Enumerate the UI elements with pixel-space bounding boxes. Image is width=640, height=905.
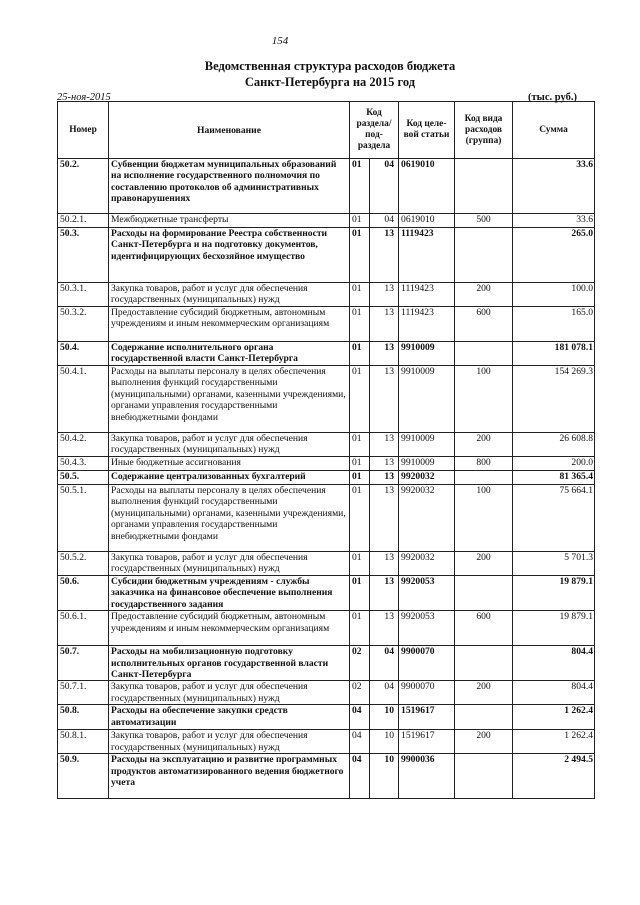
row-expense-type bbox=[455, 754, 513, 799]
table-row bbox=[58, 366, 595, 433]
row-number: 50.7. bbox=[58, 646, 109, 681]
row-number: 50.3. bbox=[58, 228, 109, 283]
header-article-code: Код целе-вой статьи bbox=[399, 102, 455, 159]
row-name: Межбюджетные трансферты bbox=[109, 214, 350, 228]
row-subsection: 13 bbox=[370, 228, 399, 283]
row-article: 9900070 bbox=[399, 681, 455, 705]
row-section: 02 bbox=[350, 646, 370, 681]
row-subsection: 13 bbox=[370, 471, 399, 485]
row-subsection: 04 bbox=[370, 214, 399, 228]
row-amount: 1 262.4 bbox=[513, 705, 595, 730]
row-subsection: 13 bbox=[370, 307, 399, 342]
row-amount: 5 701.3 bbox=[513, 552, 595, 576]
row-article: 9920053 bbox=[399, 611, 455, 646]
row-article: 1119423 bbox=[399, 307, 455, 342]
table-row bbox=[58, 433, 595, 457]
row-subsection: 04 bbox=[370, 159, 399, 214]
row-name: Расходы на формирование Реестра собственности Санкт-Петербурга и на подготовку документов, идентифицирующих бесхозяйное имущество bbox=[109, 228, 350, 283]
row-subsection: 13 bbox=[370, 457, 399, 471]
row-expense-type: 200 bbox=[455, 681, 513, 705]
row-article: 9910009 bbox=[399, 433, 455, 457]
table-row bbox=[58, 307, 595, 342]
row-number: 50.4.2. bbox=[58, 433, 109, 457]
row-name: Закупка товаров, работ и услуг для обеспечения государственных (муниципальных) нужд bbox=[109, 283, 350, 307]
title-line-2: Санкт-Петербурга на 2015 год bbox=[244, 75, 416, 89]
row-expense-type: 200 bbox=[455, 730, 513, 754]
row-amount: 19 879.1 bbox=[513, 576, 595, 611]
row-name: Субвенции бюджетам муниципальных образований на исполнение государственного полномочия по составлению протоколов об административных правонарушениях bbox=[109, 159, 350, 214]
row-number: 50.4. bbox=[58, 342, 109, 366]
row-amount: 804.4 bbox=[513, 681, 595, 705]
row-article: 9920032 bbox=[399, 485, 455, 552]
row-name: Расходы на выплаты персоналу в целях обеспечения выполнения функций государственными (муниципальными) органами, казенными учреждениями, органами управления государственными внебюджетными фондами bbox=[109, 485, 350, 552]
table-row bbox=[58, 485, 595, 552]
row-amount: 33.6 bbox=[513, 214, 595, 228]
row-expense-type: 200 bbox=[455, 433, 513, 457]
row-amount: 200.0 bbox=[513, 457, 595, 471]
table-row bbox=[58, 552, 595, 576]
row-section: 01 bbox=[350, 576, 370, 611]
row-expense-type bbox=[455, 159, 513, 214]
row-expense-type bbox=[455, 646, 513, 681]
row-number: 50.6.1. bbox=[58, 611, 109, 646]
row-amount: 33.6 bbox=[513, 159, 595, 214]
row-number: 50.4.3. bbox=[58, 457, 109, 471]
row-subsection: 04 bbox=[370, 646, 399, 681]
row-expense-type: 100 bbox=[455, 485, 513, 552]
header-amount: Сумма bbox=[513, 102, 595, 159]
row-expense-type: 200 bbox=[455, 283, 513, 307]
row-subsection: 13 bbox=[370, 433, 399, 457]
header-number: Номер bbox=[58, 102, 109, 159]
row-subsection: 13 bbox=[370, 283, 399, 307]
row-subsection: 13 bbox=[370, 611, 399, 646]
row-name: Закупка товаров, работ и услуг для обеспечения государственных (муниципальных) нужд bbox=[109, 730, 350, 754]
row-name: Предоставление субсидий бюджетным, автономным учреждениям и иным некоммерческим организациям bbox=[109, 611, 350, 646]
header-expense-type: Код вида расходов (группа) bbox=[455, 102, 513, 159]
document-date: 25-ноя-2015 bbox=[57, 92, 111, 103]
units-label: (тыс. руб.) bbox=[528, 92, 577, 103]
row-subsection: 13 bbox=[370, 342, 399, 366]
row-amount: 75 664.1 bbox=[513, 485, 595, 552]
row-article: 0619010 bbox=[399, 159, 455, 214]
row-section: 02 bbox=[350, 681, 370, 705]
row-amount: 154 269.3 bbox=[513, 366, 595, 433]
row-article: 9920032 bbox=[399, 471, 455, 485]
row-amount: 265.0 bbox=[513, 228, 595, 283]
row-amount: 26 608.8 bbox=[513, 433, 595, 457]
row-subsection: 10 bbox=[370, 730, 399, 754]
row-article: 9920053 bbox=[399, 576, 455, 611]
row-name: Субсидии бюджетным учреждениям - службы заказчика на финансовое обеспечение выполнения государственного задания bbox=[109, 576, 350, 611]
row-number: 50.3.2. bbox=[58, 307, 109, 342]
row-article: 1119423 bbox=[399, 228, 455, 283]
row-number: 50.8.1. bbox=[58, 730, 109, 754]
row-number: 50.5.2. bbox=[58, 552, 109, 576]
row-section: 01 bbox=[350, 342, 370, 366]
row-article: 9910009 bbox=[399, 342, 455, 366]
row-subsection: 13 bbox=[370, 576, 399, 611]
row-section: 01 bbox=[350, 159, 370, 214]
row-amount: 81 365.4 bbox=[513, 471, 595, 485]
row-subsection: 13 bbox=[370, 485, 399, 552]
row-name: Содержание исполнительного органа государственной власти Санкт-Петербурга bbox=[109, 342, 350, 366]
row-expense-type: 100 bbox=[455, 366, 513, 433]
row-expense-type bbox=[455, 228, 513, 283]
table-row bbox=[58, 214, 595, 228]
table-row bbox=[58, 342, 595, 366]
row-section: 01 bbox=[350, 471, 370, 485]
row-number: 50.5. bbox=[58, 471, 109, 485]
row-expense-type: 600 bbox=[455, 307, 513, 342]
row-name: Закупка товаров, работ и услуг для обеспечения государственных (муниципальных) нужд bbox=[109, 433, 350, 457]
table-row bbox=[58, 730, 595, 754]
row-section: 04 bbox=[350, 754, 370, 799]
row-number: 50.8. bbox=[58, 705, 109, 730]
row-article: 1519617 bbox=[399, 705, 455, 730]
row-expense-type bbox=[455, 576, 513, 611]
row-name: Закупка товаров, работ и услуг для обеспечения государственных (муниципальных) нужд bbox=[109, 681, 350, 705]
row-amount: 19 879.1 bbox=[513, 611, 595, 646]
row-name: Предоставление субсидий бюджетным, автономным учреждениям и иным некоммерческим организациям bbox=[109, 307, 350, 342]
table-row bbox=[58, 576, 595, 611]
table-body bbox=[58, 159, 595, 799]
row-subsection: 10 bbox=[370, 754, 399, 799]
row-number: 50.2. bbox=[58, 159, 109, 214]
row-section: 01 bbox=[350, 214, 370, 228]
row-amount: 100.0 bbox=[513, 283, 595, 307]
row-section: 01 bbox=[350, 457, 370, 471]
row-expense-type bbox=[455, 342, 513, 366]
row-name: Расходы на мобилизационную подготовку исполнительных органов государственной власти Санкт-Петербурга bbox=[109, 646, 350, 681]
row-article: 9920032 bbox=[399, 552, 455, 576]
row-name: Содержание централизованных бухгалтерий bbox=[109, 471, 350, 485]
row-amount: 1 262.4 bbox=[513, 730, 595, 754]
row-number: 50.7.1. bbox=[58, 681, 109, 705]
row-amount: 2 494.5 bbox=[513, 754, 595, 799]
row-section: 01 bbox=[350, 552, 370, 576]
row-section: 01 bbox=[350, 283, 370, 307]
row-article: 0619010 bbox=[399, 214, 455, 228]
row-section: 01 bbox=[350, 433, 370, 457]
row-number: 50.2.1. bbox=[58, 214, 109, 228]
title-line-1: Ведомственная структура расходов бюджета bbox=[204, 59, 456, 73]
header-name: Наименование bbox=[109, 102, 350, 159]
page-number: 154 bbox=[271, 35, 289, 47]
table-row bbox=[58, 611, 595, 646]
row-expense-type: 800 bbox=[455, 457, 513, 471]
row-article: 9910009 bbox=[399, 366, 455, 433]
row-number: 50.3.1. bbox=[58, 283, 109, 307]
row-article: 1519617 bbox=[399, 730, 455, 754]
row-amount: 181 078.1 bbox=[513, 342, 595, 366]
table-row bbox=[58, 646, 595, 681]
row-name: Закупка товаров, работ и услуг для обеспечения государственных (муниципальных) нужд bbox=[109, 552, 350, 576]
row-section: 01 bbox=[350, 485, 370, 552]
row-section: 04 bbox=[350, 730, 370, 754]
row-number: 50.6. bbox=[58, 576, 109, 611]
row-article: 1119423 bbox=[399, 283, 455, 307]
row-name: Расходы на эксплуатацию и развитие программных продуктов автоматизированного ведения бюджетного учета bbox=[109, 754, 350, 799]
row-subsection: 04 bbox=[370, 681, 399, 705]
row-expense-type: 600 bbox=[455, 611, 513, 646]
row-subsection: 13 bbox=[370, 366, 399, 433]
table-row bbox=[58, 228, 595, 283]
row-number: 50.5.1. bbox=[58, 485, 109, 552]
row-expense-type bbox=[455, 471, 513, 485]
row-name: Иные бюджетные ассигнования bbox=[109, 457, 350, 471]
row-name: Расходы на обеспечение закупки средств автоматизации bbox=[109, 705, 350, 730]
table-row bbox=[58, 681, 595, 705]
row-expense-type: 200 bbox=[455, 552, 513, 576]
table-row bbox=[58, 705, 595, 730]
row-expense-type: 500 bbox=[455, 214, 513, 228]
row-name: Расходы на выплаты персоналу в целях обеспечения выполнения функций государственными (муниципальными) органами, казенными учреждениями, органами управления государственными внебюджетными фондами bbox=[109, 366, 350, 433]
row-article: 9910009 bbox=[399, 457, 455, 471]
document-title bbox=[0, 58, 640, 90]
row-section: 01 bbox=[350, 366, 370, 433]
row-subsection: 10 bbox=[370, 705, 399, 730]
table-row bbox=[58, 159, 595, 214]
header-section-code: Код раздела/ под-раздела bbox=[350, 102, 399, 159]
row-subsection: 13 bbox=[370, 552, 399, 576]
row-section: 04 bbox=[350, 705, 370, 730]
row-expense-type bbox=[455, 705, 513, 730]
row-section: 01 bbox=[350, 611, 370, 646]
row-section: 01 bbox=[350, 228, 370, 283]
budget-table bbox=[57, 101, 595, 799]
row-article: 9900070 bbox=[399, 646, 455, 681]
row-number: 50.9. bbox=[58, 754, 109, 799]
table-row bbox=[58, 754, 595, 799]
table-row bbox=[58, 471, 595, 485]
table-header-row bbox=[58, 102, 595, 159]
row-amount: 165.0 bbox=[513, 307, 595, 342]
row-article: 9900036 bbox=[399, 754, 455, 799]
row-amount: 804.4 bbox=[513, 646, 595, 681]
row-section: 01 bbox=[350, 307, 370, 342]
row-number: 50.4.1. bbox=[58, 366, 109, 433]
table-row bbox=[58, 457, 595, 471]
table-row bbox=[58, 283, 595, 307]
